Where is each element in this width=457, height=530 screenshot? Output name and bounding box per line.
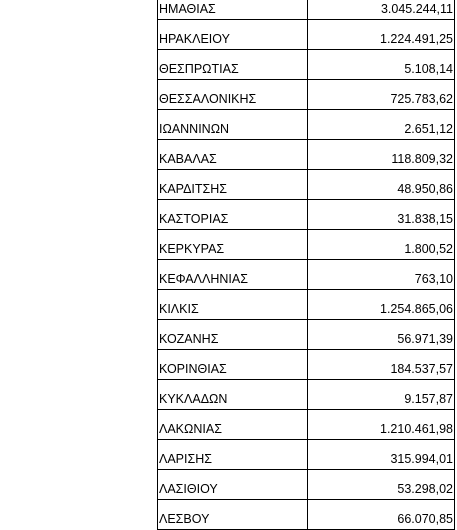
amount-cell[interactable]: 5.108,14: [308, 50, 455, 80]
amount-cell[interactable]: 53.298,02: [308, 470, 455, 500]
table-body: [158, 0, 455, 530]
prefecture-values-table: [157, 0, 455, 530]
prefecture-name-cell[interactable]: ΚΕΡΚΥΡΑΣ: [158, 230, 308, 260]
prefecture-name-cell[interactable]: ΚΑΒΑΛΑΣ: [158, 140, 308, 170]
table-row: [158, 500, 455, 530]
amount-cell[interactable]: 1.254.865,06: [308, 290, 455, 320]
amount-cell[interactable]: 725.783,62: [308, 80, 455, 110]
prefecture-name-cell[interactable]: ΛΑΚΩΝΙΑΣ: [158, 410, 308, 440]
amount-cell[interactable]: 66.070,85: [308, 500, 455, 530]
table-row: [158, 170, 455, 200]
table-row: [158, 140, 455, 170]
table-row: [158, 320, 455, 350]
table-row: [158, 290, 455, 320]
table-row: [158, 0, 455, 20]
amount-cell[interactable]: 118.809,32: [308, 140, 455, 170]
amount-cell[interactable]: 9.157,87: [308, 380, 455, 410]
amount-cell[interactable]: 1.210.461,98: [308, 410, 455, 440]
table-row: [158, 470, 455, 500]
prefecture-name-cell[interactable]: ΚΟΡΙΝΘΙΑΣ: [158, 350, 308, 380]
amount-cell[interactable]: 184.537,57: [308, 350, 455, 380]
amount-cell[interactable]: 1.224.491,25: [308, 20, 455, 50]
prefecture-name-cell[interactable]: ΙΩΑΝΝΙΝΩΝ: [158, 110, 308, 140]
amount-cell[interactable]: 48.950,86: [308, 170, 455, 200]
amount-cell[interactable]: 3.045.244,11: [308, 0, 455, 20]
prefecture-name-cell[interactable]: ΚΑΡΔΙΤΣΗΣ: [158, 170, 308, 200]
prefecture-name-cell[interactable]: ΛΕΣΒΟΥ: [158, 500, 308, 530]
table-row: [158, 110, 455, 140]
prefecture-name-cell[interactable]: ΛΑΡΙΣΗΣ: [158, 440, 308, 470]
prefecture-name-cell[interactable]: ΘΕΣΠΡΩΤΙΑΣ: [158, 50, 308, 80]
table-row: [158, 20, 455, 50]
amount-cell[interactable]: 1.800,52: [308, 230, 455, 260]
table-row: [158, 200, 455, 230]
table-row: [158, 260, 455, 290]
table-row: [158, 380, 455, 410]
amount-cell[interactable]: 31.838,15: [308, 200, 455, 230]
table-row: [158, 410, 455, 440]
table-row: [158, 80, 455, 110]
prefecture-name-cell[interactable]: ΛΑΣΙΘΙΟΥ: [158, 470, 308, 500]
amount-cell[interactable]: 2.651,12: [308, 110, 455, 140]
prefecture-name-cell[interactable]: ΗΜΑΘΙΑΣ: [158, 0, 308, 20]
table-row: [158, 50, 455, 80]
prefecture-name-cell[interactable]: ΚΙΛΚΙΣ: [158, 290, 308, 320]
table-row: [158, 230, 455, 260]
prefecture-name-cell[interactable]: ΚΥΚΛΑΔΩΝ: [158, 380, 308, 410]
prefecture-name-cell[interactable]: ΘΕΣΣΑΛΟΝΙΚΗΣ: [158, 80, 308, 110]
table-row: [158, 350, 455, 380]
prefecture-name-cell[interactable]: ΚΟΖΑΝΗΣ: [158, 320, 308, 350]
prefecture-name-cell[interactable]: ΗΡΑΚΛΕΙΟΥ: [158, 20, 308, 50]
table-row: [158, 440, 455, 470]
amount-cell[interactable]: 56.971,39: [308, 320, 455, 350]
amount-cell[interactable]: 763,10: [308, 260, 455, 290]
prefecture-name-cell[interactable]: ΚΕΦΑΛΛΗΝΙΑΣ: [158, 260, 308, 290]
prefecture-name-cell[interactable]: ΚΑΣΤΟΡΙΑΣ: [158, 200, 308, 230]
amount-cell[interactable]: 315.994,01: [308, 440, 455, 470]
